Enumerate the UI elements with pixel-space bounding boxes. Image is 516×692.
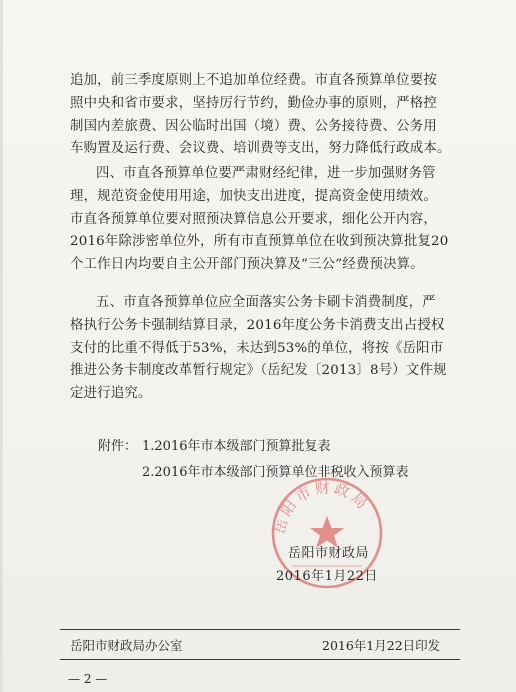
seal-text: 岳阳市财政局 — [270, 478, 374, 536]
footer-rule-top — [60, 629, 460, 630]
footer-print-date: 2016年1月22日印发 — [322, 638, 441, 653]
scan-edge — [0, 0, 3, 692]
text-line: 照中央和省市要求，坚持厉行节约，勤俭办事的原则，严格控 — [70, 95, 437, 111]
text-line: 四、市直各预算单位要严肃财经纪律，进一步加强财务管 — [96, 166, 436, 181]
paragraph-3-continued — [70, 70, 470, 161]
text-line: 个工作日内均要自主公开部门预决算及“三公”经费预决算。 — [70, 257, 424, 273]
text-line: 车购置及运行费、会议费、培训费等支出，努力降低行政成本。 — [70, 141, 451, 157]
page-number: — 2 — — [68, 672, 108, 686]
text-line: 定进行追究。 — [70, 386, 152, 402]
text-line: 格执行公务卡强制结算目录，2016年度公务卡消费支出占授权 — [70, 317, 445, 333]
signature-date: 2016年1月22日 — [276, 569, 378, 584]
text-line: 追加，前三季度原则上不追加单位经费。市直各预算单位要按 — [70, 73, 437, 88]
attachment-item-1: 1.2016年市本级部门预算批复表 — [142, 439, 331, 454]
paragraph-5 — [70, 292, 470, 406]
attachment-item-2: 2.2016年市本级部门预算单位非税收入预算表 — [142, 465, 409, 480]
footer-rule-bottom — [60, 659, 460, 660]
text-line: 五、市直各预算单位应全面落实公务卡刷卡消费制度，严 — [96, 295, 436, 310]
text-line: 市直各预算单位要对照预决算信息公开要求，细化公开内容， — [70, 211, 437, 227]
text-line: 推进公务卡制度改革暂行规定》（岳纪发〔2013〕8号）文件规 — [70, 363, 447, 379]
footer-issuer: 岳阳市财政局办公室 — [70, 638, 183, 653]
text-line: 2016年除涉密单位外，所有市直预算单位在收到预决算批复20 — [70, 234, 449, 250]
signature-org: 岳阳市财政局 — [288, 546, 370, 561]
text-line: 支付的比重不得低于53%，未达到53%的单位，将按《岳阳市 — [70, 340, 444, 356]
text-line: 理，规范资金使用用途，加快支出进度，提高资金使用绩效。 — [70, 188, 437, 204]
text-line: 制国内差旅费、因公临时出国（境）费、公务接待费、公务用 — [70, 118, 437, 134]
attachments-label: 附件： — [98, 439, 138, 454]
paragraph-4 — [70, 163, 470, 277]
